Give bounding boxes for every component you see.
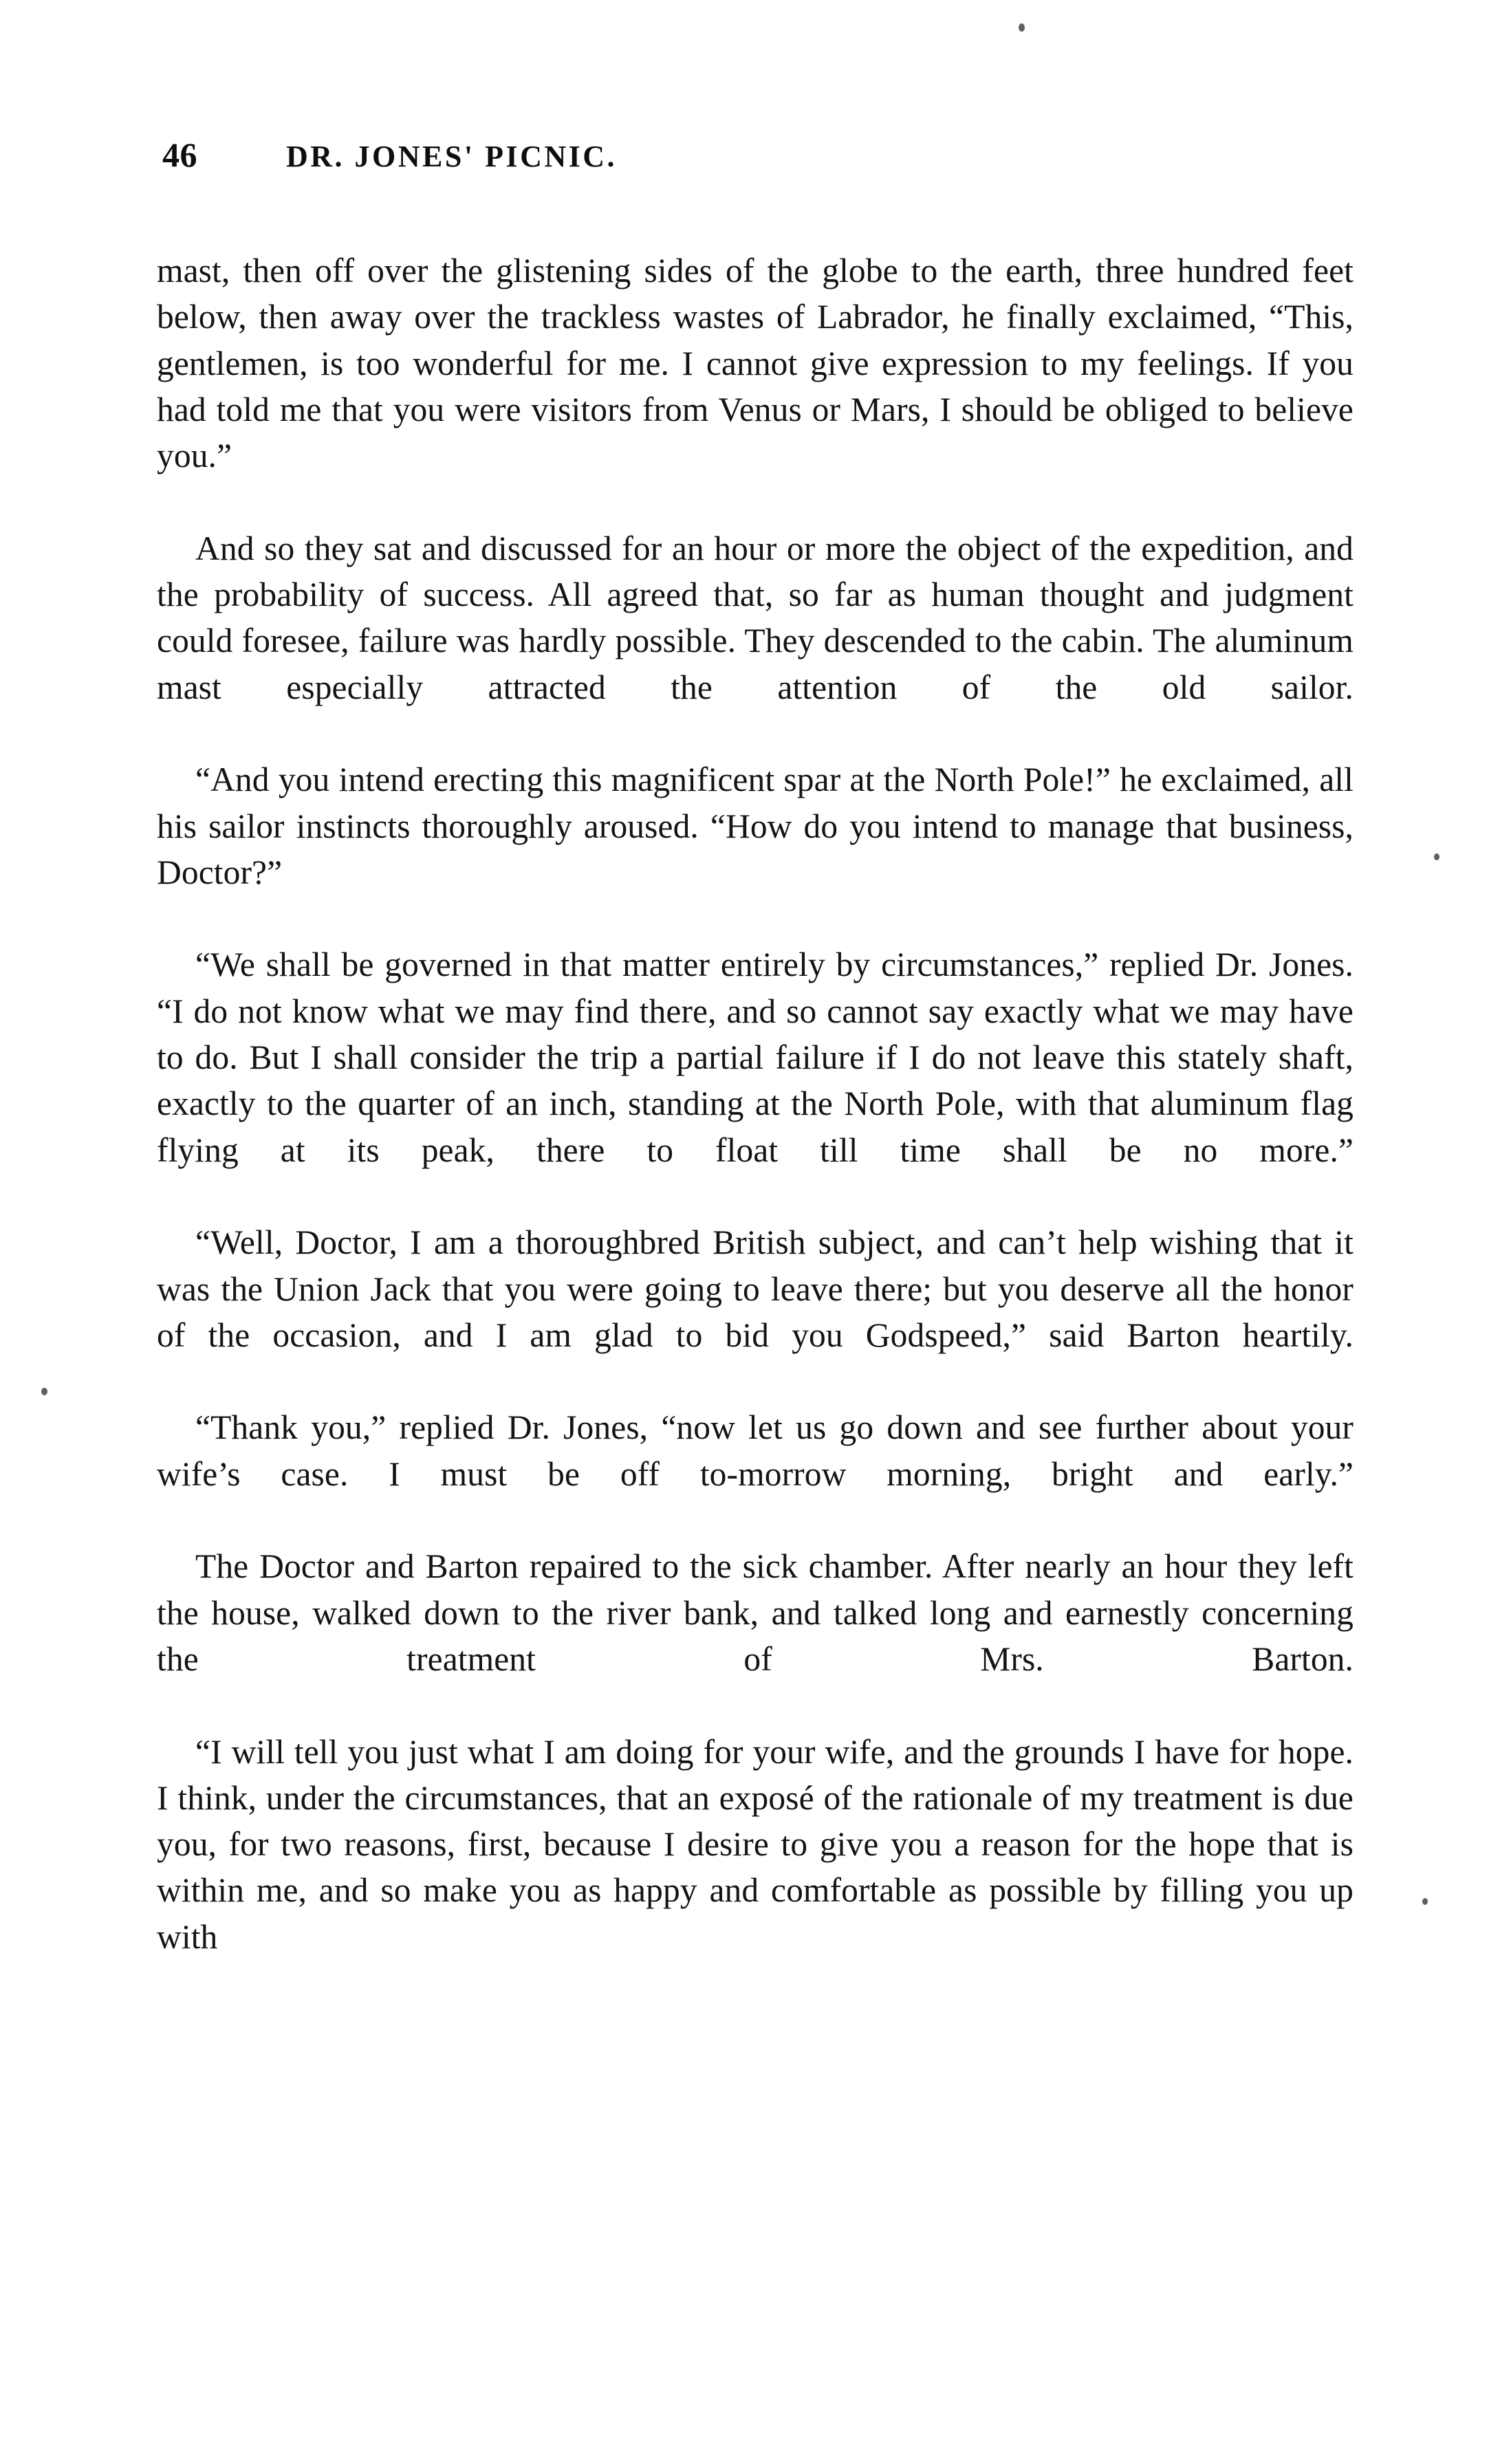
paragraph: The Doctor and Barton repaired to the sick chamber. After nearly an hour they left the house, walked down to the river bank, and talked long and earnestly concerning the treatment of Mrs. Barton. bbox=[157, 1547, 1354, 1678]
paragraph: And so they sat and discussed for an hour or more the object of the expedition, and the probability of success. All agreed that, so far as human thought and judgment could foresee, failure was hardly possible. They descended to the cabin. The aluminum mast especially attracted the attention of the old sailor. bbox=[157, 529, 1354, 706]
paragraph: “Well, Doctor, I am a thoroughbred British subject, and can’t help wishing that it was the Union Jack that you were going to leave there; but you deserve all the honor of the occasion, and I am glad to bid you Godspeed,” said Barton heartily. bbox=[157, 1223, 1354, 1354]
page-number: 46 bbox=[162, 135, 197, 174]
paragraph: “And you intend erecting this magnificent spar at the North Pole!” he exclaimed, all his sailor instincts thoroughly aroused. “How do you intend to manage that business, Doctor?” bbox=[157, 761, 1354, 891]
paragraph: mast, then off over the glistening sides of the globe to the earth, three hundred feet below, then away over the trackless wastes of Labrador, he finally exclaimed, “This, gentlemen, is too wonderful for me. I cannot give expression to my feelings. If you had told me that you were visitors from Venus or Mars, I should be obliged to believe you.” bbox=[157, 252, 1354, 475]
scan-speck bbox=[1019, 23, 1025, 32]
paragraph: “Thank you,” replied Dr. Jones, “now let us go down and see further about your wife’s case. I must be off to-morrow morning, bright and early.” bbox=[157, 1408, 1354, 1493]
running-head: DR. JONES' PICNIC. bbox=[286, 140, 618, 173]
scan-speck bbox=[41, 1388, 47, 1395]
scan-speck bbox=[1434, 853, 1439, 860]
scan-speck bbox=[1422, 1898, 1428, 1905]
paragraph: “We shall be governed in that matter entirely by circumstances,” replied Dr. Jones. “I do not know what we may find there, and so cannot say exactly what we may have to do. But I shall consider the trip a partial failure if I do not leave this stately shaft, exactly to the quarter of an inch, standing at the North Pole, with that aluminum flag flying at its peak, there to float till time shall be no more.” bbox=[157, 946, 1354, 1169]
paragraph: “I will tell you just what I am doing for your wife, and the grounds I have for hope. I think, under the circumstances, that an exposé of the rationale of my treatment is due you, for two reasons, first, because I desire to give you a reason for the hope that is within me, and so make you as happy and comfortable as possible by filling you up with bbox=[157, 1732, 1354, 1956]
body-text bbox=[157, 248, 1354, 2006]
page-header bbox=[162, 135, 1345, 175]
